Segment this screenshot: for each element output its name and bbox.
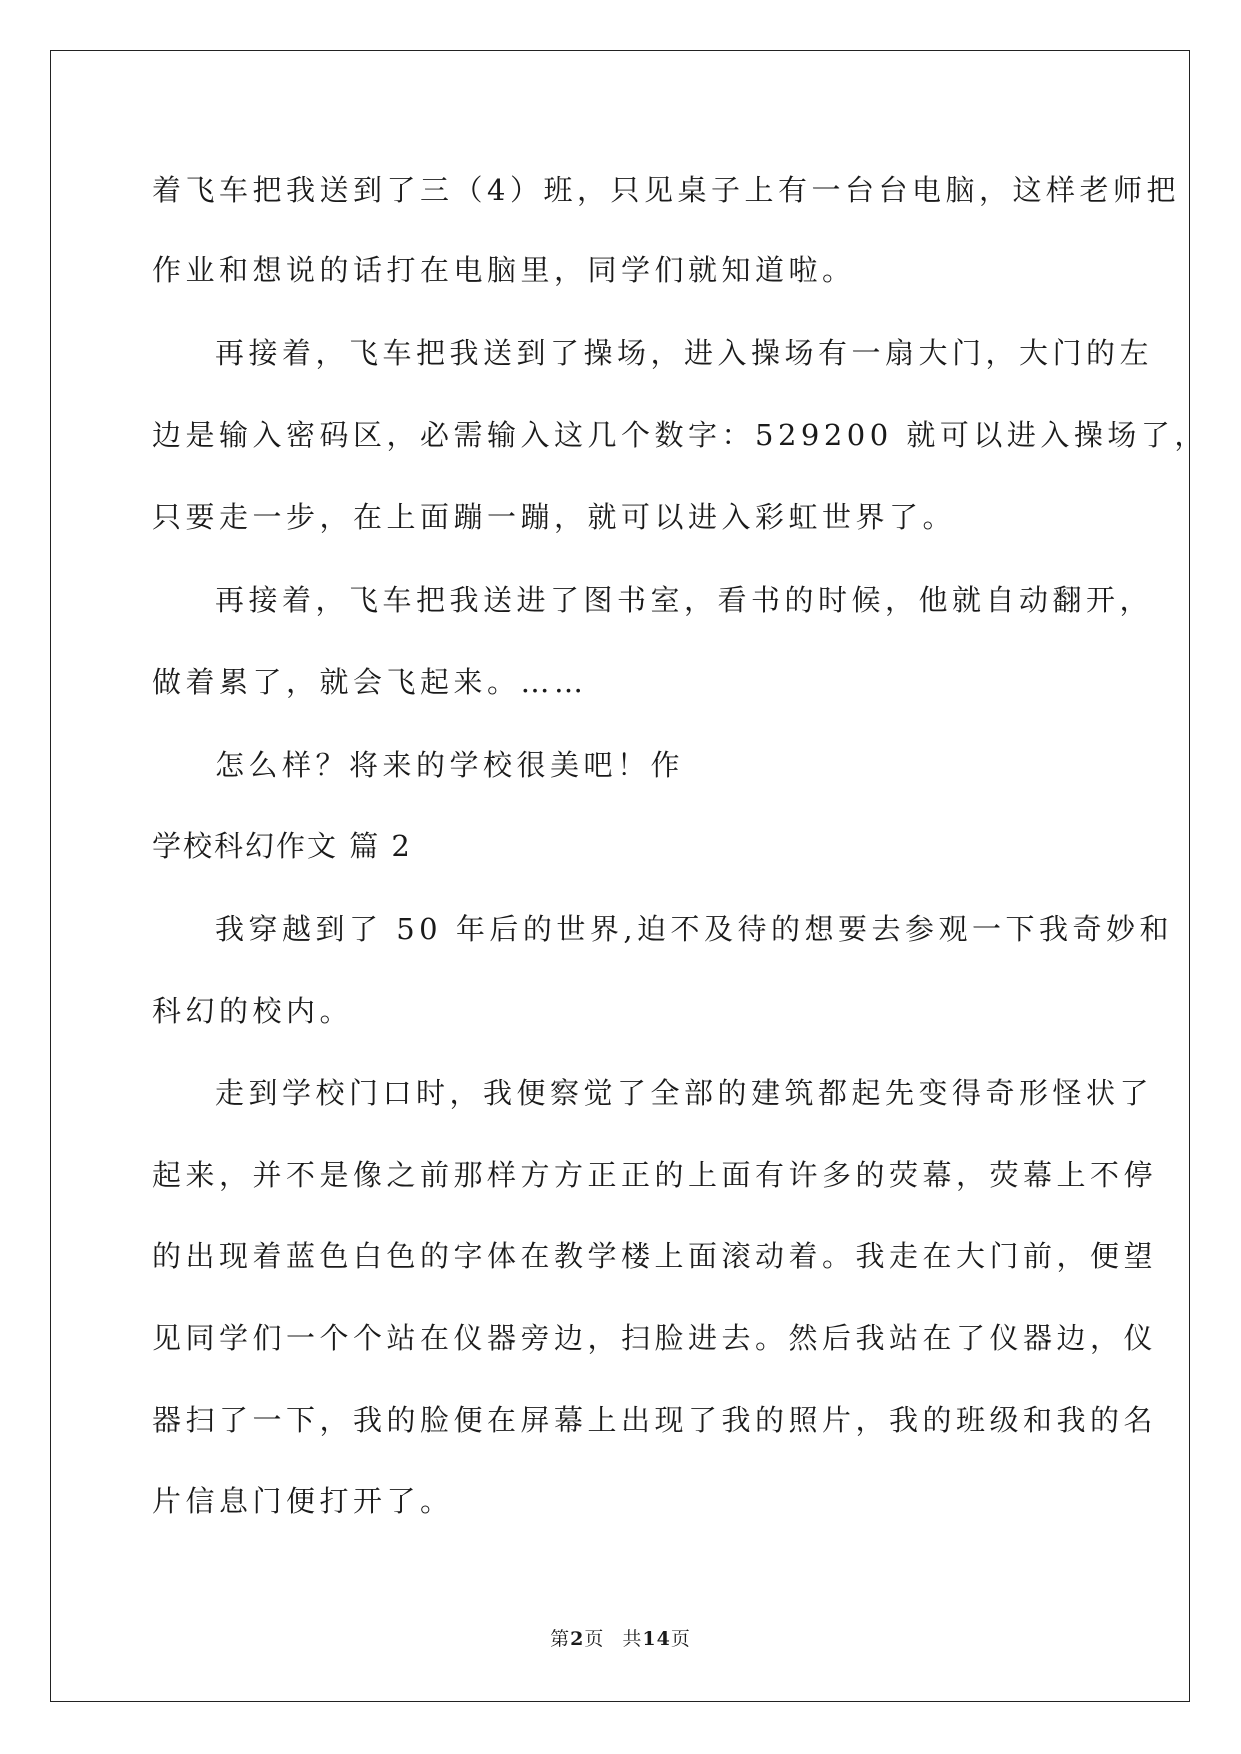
- paragraph-line: 走到学校门口时，我便察觉了全部的建筑都起先变得奇形怪状了: [215, 1076, 1154, 1110]
- total-suffix: 页: [670, 1628, 691, 1650]
- paragraph-line: 再接着，飞车把我送进了图书室，看书的时候，他就自动翻开，: [215, 583, 1154, 617]
- page-footer: [0, 1624, 1241, 1651]
- page-prefix: 第: [550, 1628, 571, 1650]
- section-heading: 学校科幻作文 篇 2: [152, 829, 412, 863]
- paragraph-line: 再接着，飞车把我送到了操场，进入操场有一扇大门，大门的左: [215, 336, 1154, 370]
- paragraph-line: 边是输入密码区，必需输入这几个数字：529200 就可以进入操场了，: [152, 418, 1208, 452]
- page-total: 14: [642, 1628, 671, 1650]
- page-border: [50, 50, 1190, 1702]
- total-prefix: 共: [622, 1628, 643, 1650]
- page-current: 2: [570, 1628, 585, 1650]
- paragraph-line: 科幻的校内。: [152, 994, 354, 1028]
- paragraph-line: 片信息门便打开了。: [152, 1484, 454, 1518]
- paragraph-line: 怎么样？将来的学校很美吧！作: [215, 748, 685, 782]
- paragraph-line: 器扫了一下，我的脸便在屏幕上出现了我的照片，我的班级和我的名: [152, 1403, 1158, 1437]
- paragraph-line: 只要走一步，在上面蹦一蹦，就可以进入彩虹世界了。: [152, 500, 957, 534]
- paragraph-line: 着飞车把我送到了三（4）班，只见桌子上有一台台电脑，这样老师把: [152, 173, 1180, 207]
- paragraph-line: 的出现着蓝色白色的字体在教学楼上面滚动着。我走在大门前，便望: [152, 1239, 1158, 1273]
- paragraph-line: 作业和想说的话打在电脑里，同学们就知道啦。: [152, 253, 856, 287]
- page-suffix: 页: [584, 1628, 605, 1650]
- paragraph-line: 做着累了，就会飞起来。……: [152, 665, 588, 699]
- paragraph-line: 起来，并不是像之前那样方方正正的上面有许多的荧幕，荧幕上不停: [152, 1158, 1158, 1192]
- paragraph-line: 见同学们一个个站在仪器旁边，扫脸进去。然后我站在了仪器边，仪: [152, 1321, 1158, 1355]
- paragraph-line: 我穿越到了 50 年后的世界,迫不及待的想要去参观一下我奇妙和: [215, 912, 1174, 946]
